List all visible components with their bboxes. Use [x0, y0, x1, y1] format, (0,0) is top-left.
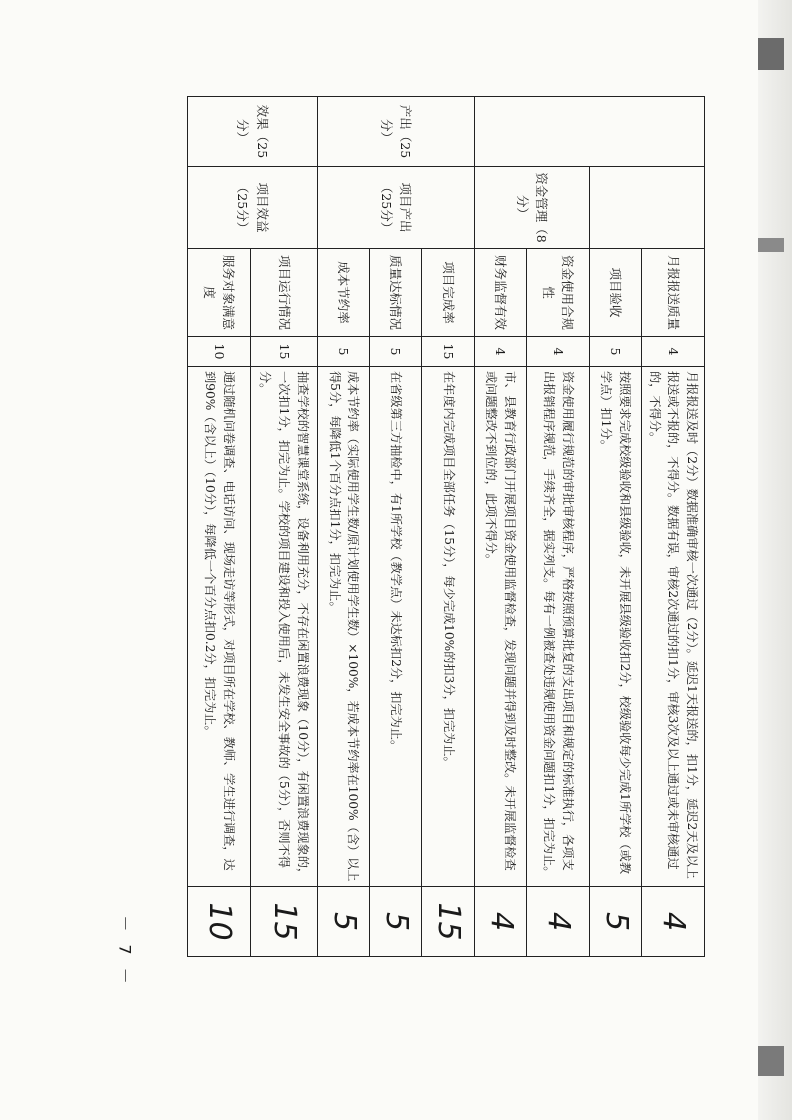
evaluation-table: [187, 96, 705, 957]
level2-cell: 资金管理（8分）: [474, 167, 589, 249]
handwritten-mark: 10: [188, 887, 251, 957]
indicator-cell: 项目运行情况: [250, 249, 317, 337]
score-cell: 5: [589, 337, 641, 367]
score-cell: 4: [642, 337, 705, 367]
table-row: [526, 97, 589, 957]
indicator-cell: 项目验收: [589, 249, 641, 337]
indicator-cell: 财务监督有效: [474, 249, 526, 337]
criteria-cell: 资金使用履行规范的审批审核程序，严格按照预算批复的支出项目和规定的标准执行，各项支出报销程序规范，手续齐全，据实列支。每有一例被查处违规使用资金问题扣1分，扣完为止。: [526, 367, 589, 887]
score-cell: 10: [188, 337, 251, 367]
scan-mark: [758, 238, 784, 252]
table-row: [422, 97, 474, 957]
level2-cell: 项目效益（25分）: [188, 167, 318, 249]
level2-cell: [589, 167, 704, 249]
criteria-cell: 月报报送及时（2分）数据准确审核一次通过（2分）。延迟1天报送的，扣1分，延迟2天及以上报送或不报的，不得分。数据有误，审核2次通过的扣1分，审核3次及以上通过或未审核通过的，不得分。: [642, 367, 705, 887]
handwritten-mark: 5: [317, 887, 369, 957]
handwritten-mark: 15: [250, 887, 317, 957]
score-cell: 15: [250, 337, 317, 367]
score-cell: 4: [526, 337, 589, 367]
indicator-cell: 项目完成率: [422, 249, 474, 337]
page-number: － 7 －: [115, 915, 135, 988]
scan-edge: [758, 0, 792, 1120]
handwritten-mark: 5: [589, 887, 641, 957]
level2-cell: 项目产出（25分）: [317, 167, 474, 249]
table-row: [642, 97, 705, 957]
scan-mark: [758, 1046, 784, 1076]
handwritten-mark: 4: [642, 887, 705, 957]
score-cell: 5: [317, 337, 369, 367]
indicator-cell: 质量达标情况: [370, 249, 422, 337]
indicator-cell: 月报报送质量: [642, 249, 705, 337]
indicator-cell: 资金使用合规性: [526, 249, 589, 337]
score-cell: 4: [474, 337, 526, 367]
criteria-cell: 抽查学校的智慧课堂系统，设备利用充分，不存在闲置浪费现象（10分），有闲置浪费现象的，一次扣1分，扣完为止。学校的项目建设和投入使用后，未发生安全事故的（5分），否则不得分。: [250, 367, 317, 887]
scan-mark: [758, 38, 784, 70]
criteria-cell: 在省级第三方抽检中，有1所学校（教学点）未达标扣2分，扣完为止。: [370, 367, 422, 887]
score-cell: 5: [370, 337, 422, 367]
table-row: [250, 97, 317, 957]
indicator-cell: 服务对象满意度: [188, 249, 251, 337]
level1-cell: 产出（25分）: [317, 97, 474, 167]
indicator-cell: 成本节约率: [317, 249, 369, 337]
criteria-cell: 在年度内完成项目全部任务（15分），每少完成10%的扣3分，扣完为止。: [422, 367, 474, 887]
criteria-cell: 按照要求完成校级验收和县级验收，未开展县级验收扣2分，校级验收每少完成1所学校（或教学点）扣1分。: [589, 367, 641, 887]
score-cell: 15: [422, 337, 474, 367]
handwritten-mark: 5: [370, 887, 422, 957]
criteria-cell: 通过随机问卷调查、电话访问、现场走访等形式，对项目所在学校、教师、学生进行调查，达到90%（含以上）（10分），每降低一个百分点扣0.2分，扣完为止。: [188, 367, 251, 887]
handwritten-mark: 15: [422, 887, 474, 957]
criteria-cell: 市、县教育行政部门开展项目资金使用监督检查，发现问题并得到及时整改。未开展监督检查或问题整改不到位的，此项不得分。: [474, 367, 526, 887]
handwritten-mark: 4: [474, 887, 526, 957]
level1-cell: 效果（25分）: [188, 97, 318, 167]
rotated-document: [187, 96, 705, 956]
level1-cell: [474, 97, 704, 167]
criteria-cell: 成本节约率（实际使用学生数/原计划使用学生数）×100%，若成本节约率在100%（含）以上得5分，每降低1个百分点扣1分，扣完为止。: [317, 367, 369, 887]
handwritten-mark: 4: [526, 887, 589, 957]
